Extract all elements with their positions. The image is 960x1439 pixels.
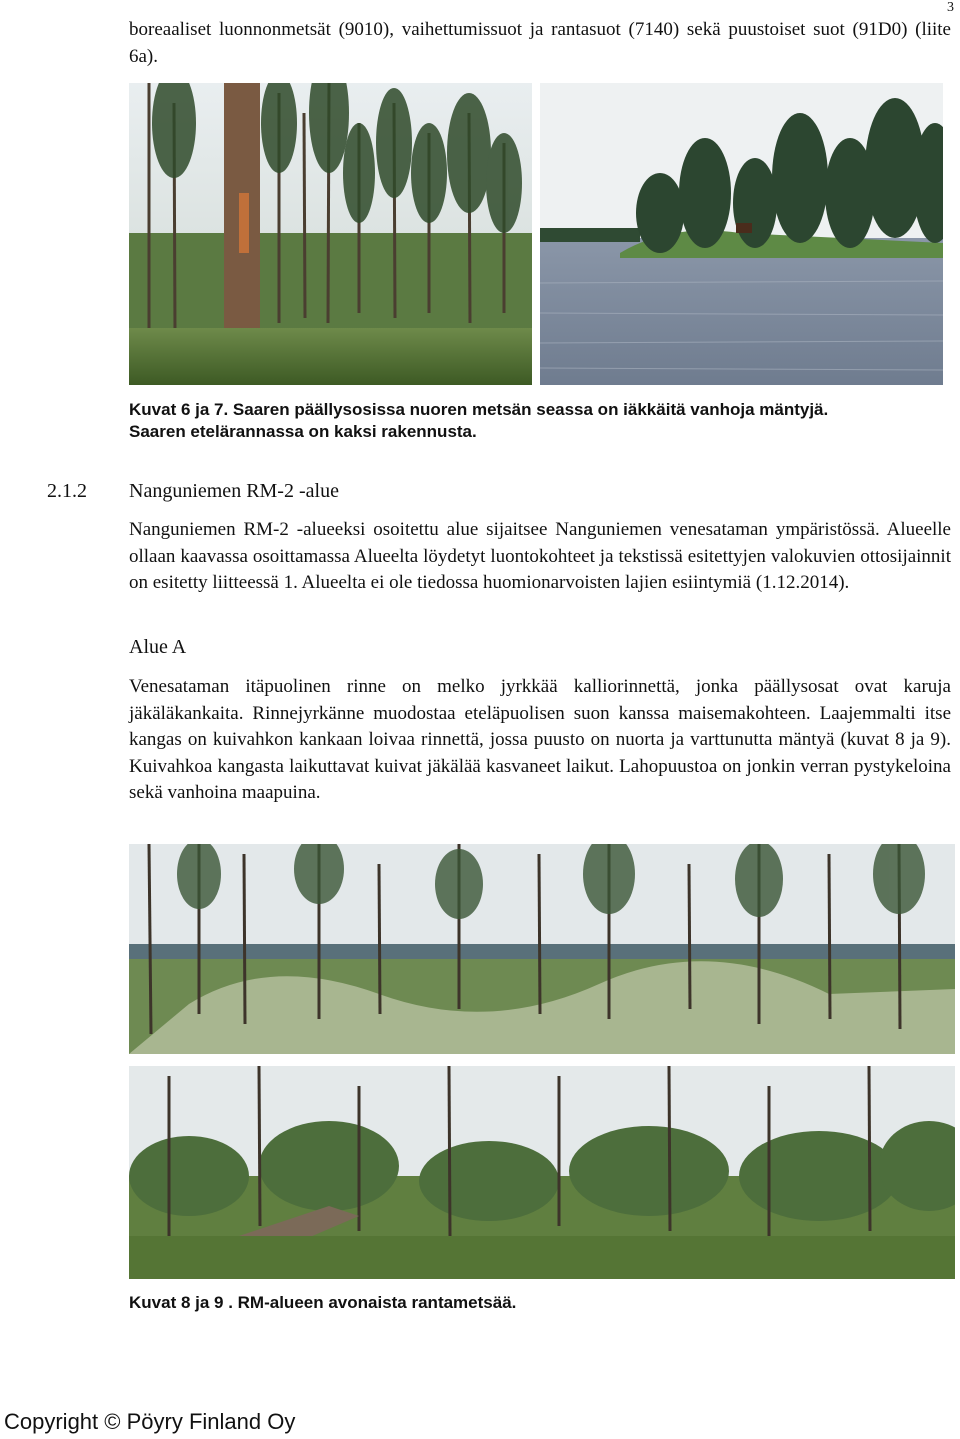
figure-caption-6-7: [129, 399, 828, 443]
copyright-footer: Copyright © Pöyry Finland Oy: [4, 1409, 296, 1434]
subsection-title: Alue A: [129, 636, 187, 658]
subsection-paragraph: Venesataman itäpuolinen rinne on melko jyrkkää kalliorinnettä, jonka päällysosat ovat karuja jäkäläkankaita. Rinnejyrkänne muodostaa eteläpuolisen suon kanssa maisemakohteen. Laajemmalti itse kangas on kuivahkon kankaan loivaa rinnettä, jossa puusto on nuorta ja varttunutta mäntyä (kuvat 8 ja 9). Kuivahkoa kangasta laikuttavat kuivat jäkälää kasvaneet laikut. Lahopuustoa on jonkin verran pystykeloina sekä vanhoina maapuina.: [129, 676, 951, 803]
section-paragraph: Nanguniemen RM-2 -alueeksi osoitettu alue sijaitsee Nanguniemen venesataman ympäristössä. Alueelle ollaan kaavassa osoittamassa Alueelta löydetyt luontokohteet ja tekstissä esitettyjen valokuvien ottosijainnit on esitetty liitteessä 1. Alueelta ei ole tiedossa huomionarvoisten lajien esiintymiä (1.12.2014).: [129, 519, 951, 593]
photo-lake-island: [540, 83, 943, 385]
page-number: 3: [947, 0, 954, 15]
caption-line-1: Kuvat 6 ja 7. Saaren päällysosissa nuoren metsän seassa on iäkkäitä vanhoja mäntyjä.: [129, 400, 829, 419]
photo-shore-forest-1: [129, 844, 955, 1054]
intro-paragraph: boreaaliset luonnonmetsät (9010), vaihettumissuot ja rantasuot (7140) sekä puustoiset suot (91D0) (liite 6a).: [129, 19, 951, 67]
photo-shore-forest-2: [129, 1066, 955, 1279]
photo-forest-old-pine: [129, 83, 532, 385]
section-title: Nanguniemen RM-2 -alue: [129, 480, 339, 502]
section-number: 2.1.2: [47, 480, 87, 502]
caption-line-2: Saaren etelärannassa on kaksi rakennusta.: [129, 422, 477, 441]
figure-caption-8-9: Kuvat 8 ja 9 . RM-alueen avonaista rantametsää.: [129, 1293, 517, 1312]
